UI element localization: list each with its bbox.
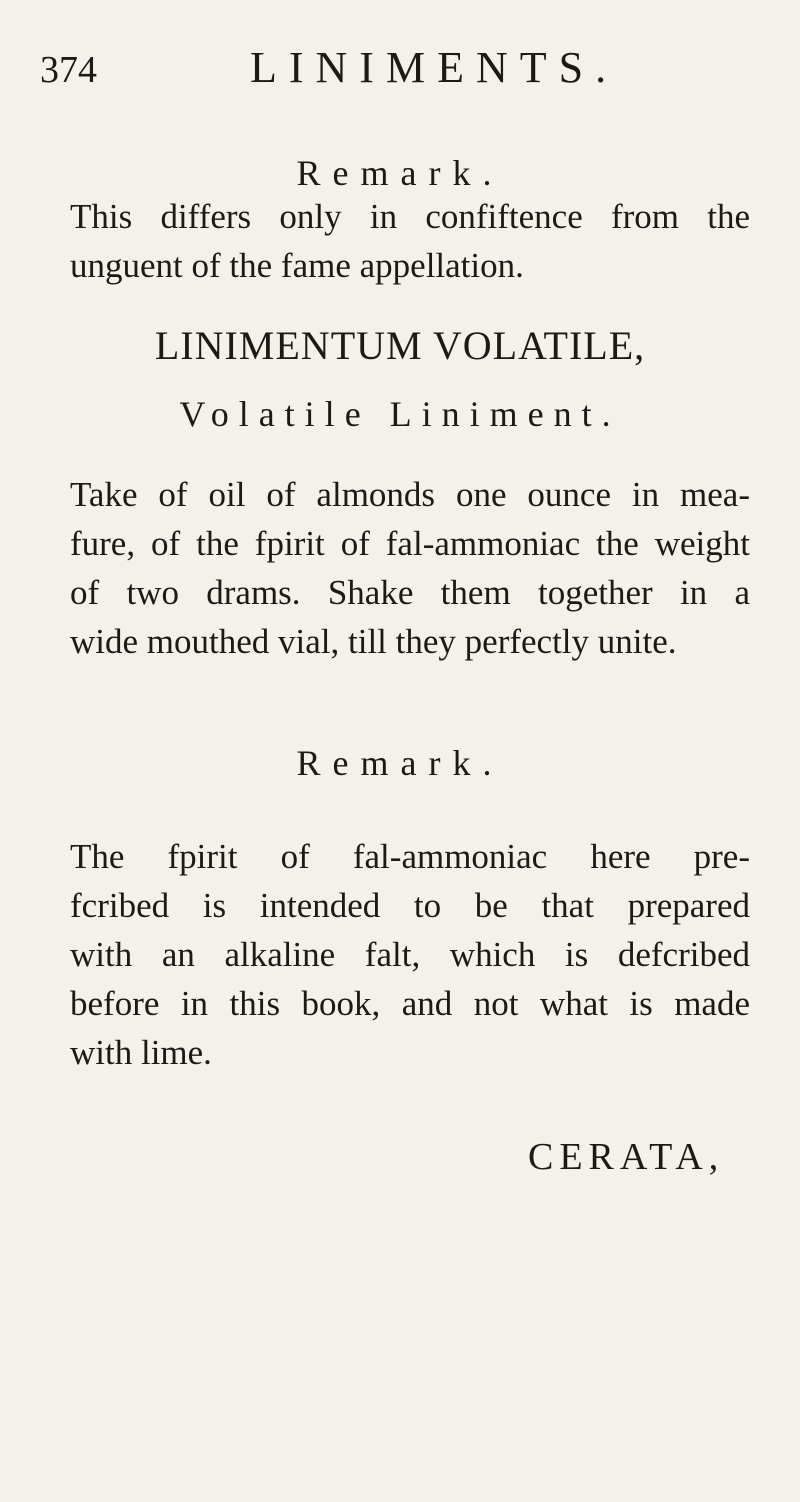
section-title: LINIMENTUM VOLATILE, bbox=[154, 323, 646, 368]
text-line: wide mouthed vial, till they perfectly unite. bbox=[70, 622, 677, 661]
remark-heading-2: Remark. bbox=[296, 743, 504, 783]
text-line: with an alkaline falt, which is defcribed bbox=[70, 935, 750, 974]
text-line: with lime. bbox=[70, 1033, 212, 1072]
text-line: Take of oil of almonds one ounce in mea- bbox=[70, 475, 750, 514]
text-line: This differs only in confiftence from the bbox=[70, 197, 750, 236]
remark-heading-1: Remark. bbox=[296, 153, 504, 193]
text-line: of two drams. Shake them together in a bbox=[70, 573, 750, 612]
remark-paragraph-1 bbox=[70, 192, 750, 290]
running-head bbox=[40, 42, 780, 92]
text-line: fcribed is intended to be that prepared bbox=[70, 886, 750, 925]
text-line: before in this book, and not what is made bbox=[70, 984, 750, 1023]
text-line: unguent of the fame appellation. bbox=[70, 246, 524, 285]
text-line: fure, of the fpirit of fal-ammoniac the weight bbox=[70, 524, 750, 563]
recipe-paragraph bbox=[70, 470, 750, 666]
remark-paragraph-2 bbox=[70, 832, 750, 1077]
page-number: 374 bbox=[40, 49, 97, 91]
running-title: LINIMENTS. bbox=[250, 43, 619, 92]
catchword: CERATA, bbox=[528, 1136, 725, 1178]
section-subtitle: Volatile Liniment. bbox=[179, 394, 621, 434]
text-line: The fpirit of fal-ammoniac here pre- bbox=[70, 837, 750, 876]
